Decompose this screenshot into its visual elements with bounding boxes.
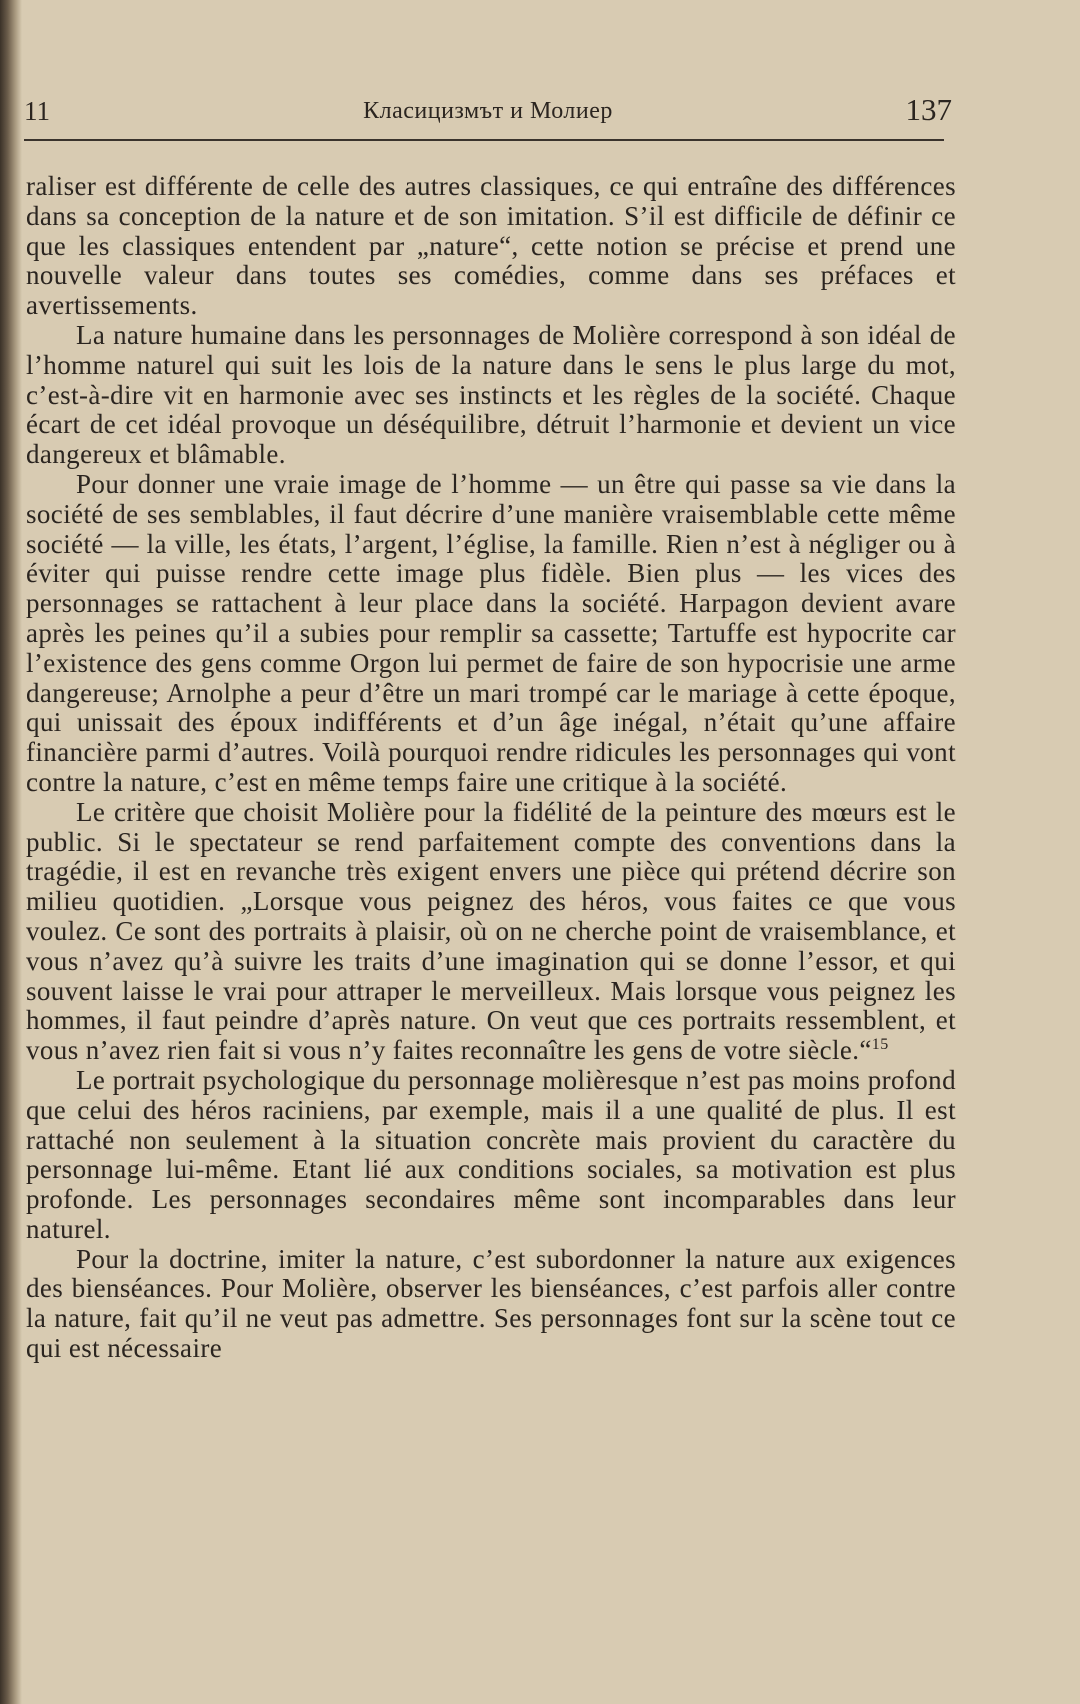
paragraph-text: Le critère que choisit Molière pour la fidélité de la peinture des mœurs est le public. Si le spectateur se rend parfaitement compte des conventions dans la tragédie, il est en revanche très exigent envers une pièce qui prétend décrire son milieu quotidien. „Lorsque vous peignez des héros, vous faites ce que vous voulez. Ce sont des portraits à plaisir, où on ne cherche point de vraisemblance, et vous n’avez qu’à suivre les traits d’une imagination qui se donne l’essor, et qui souvent laisse le vrai pour attraper le merveilleux. Mais lorsque vous peignez les hommes, il faut peindre d’après nature. On veut que ces portraits ressemblent, et vous n’avez rien fait si vous n’y faites reconnaître les gens de votre siècle.“ (26, 796, 956, 1066)
paragraph: La nature humaine dans les personnages de Molière correspond à son idéal de l’homme naturel qui suit les lois de la nature dans le sens le plus large du mot, c’est-à-dire vit en harmonie avec ses instincts et les règles de la société. Chaque écart de cet idéal provoque un déséquilibre, détruit l’harmonie et devient un vice dangereux et blâmable. (26, 319, 956, 470)
page-header (24, 92, 952, 132)
folio-left: 11 (24, 96, 50, 126)
header-rule (24, 139, 944, 141)
footnote-reference: 15 (871, 1036, 889, 1054)
paragraph-continued: raliser est différente de celle des autres classiques, ce qui entraîne des différences dans sa conception de la nature et de son imitation. S’il est difficile de définir ce que les classiques entendent par „nature“, cette notion se précise et prend une nouvelle valeur dans toutes ses comédies, comme dans ses préfaces et avertissements. (26, 171, 956, 321)
paragraph: Le portrait psychologique du personnage molièresque n’est pas moins profond que celui des héros raciniens, par exemple, mais il a une qualité de plus. Il est rattaché non seulement à la situation concrète mais provient du caractère du personnage lui-même. Etant lié aux conditions sociales, sa motivation est plus profonde. Les personnages secondaires même sont incomparables dans leur naturel. (26, 1064, 956, 1244)
paragraph: Pour la doctrine, imiter la nature, c’est subordonner la nature aux exigences des bienséances. Pour Molière, observer les bienséances, c’est parfois aller contre la nature, fait qu’il ne veut pas admettre. Ses personnages font sur la scène tout ce qui est nécessaire (26, 1243, 956, 1364)
book-spine-shadow (0, 0, 22, 1704)
page-number: 137 (905, 92, 952, 127)
paragraph (26, 798, 956, 1066)
running-title: Класицизмът и Молиер (363, 98, 613, 124)
body-text (26, 172, 956, 1364)
paragraph: Pour donner une vraie image de l’homme — un être qui passe sa vie dans la société de ses semblables, il faut décrire d’une manière vraisemblable cette même société — la ville, les états, l’argent, l’église, la famille. Rien n’est à négliger ou à éviter qui puisse rendre cette image plus fidèle. Bien plus — les vices des personnages se rattachent à leur place dans la société. Harpagon devient avare après les peines qu’il a subies pour remplir sa cassette; Tartuffe est hypocrite car l’existence des gens comme Orgon lui permet de faire de son hypocrisie une arme dangereuse; Arnolphe a peur d’être un mari trompé car le mariage à cette époque, qui unissait des époux indifférents et d’un âge inégal, n’était qu’une affaire financière parmi d’autres. Voilà pourquoi rendre ridicules les personnages qui vont contre la nature, c’est en même temps faire une critique à la société. (26, 468, 956, 797)
